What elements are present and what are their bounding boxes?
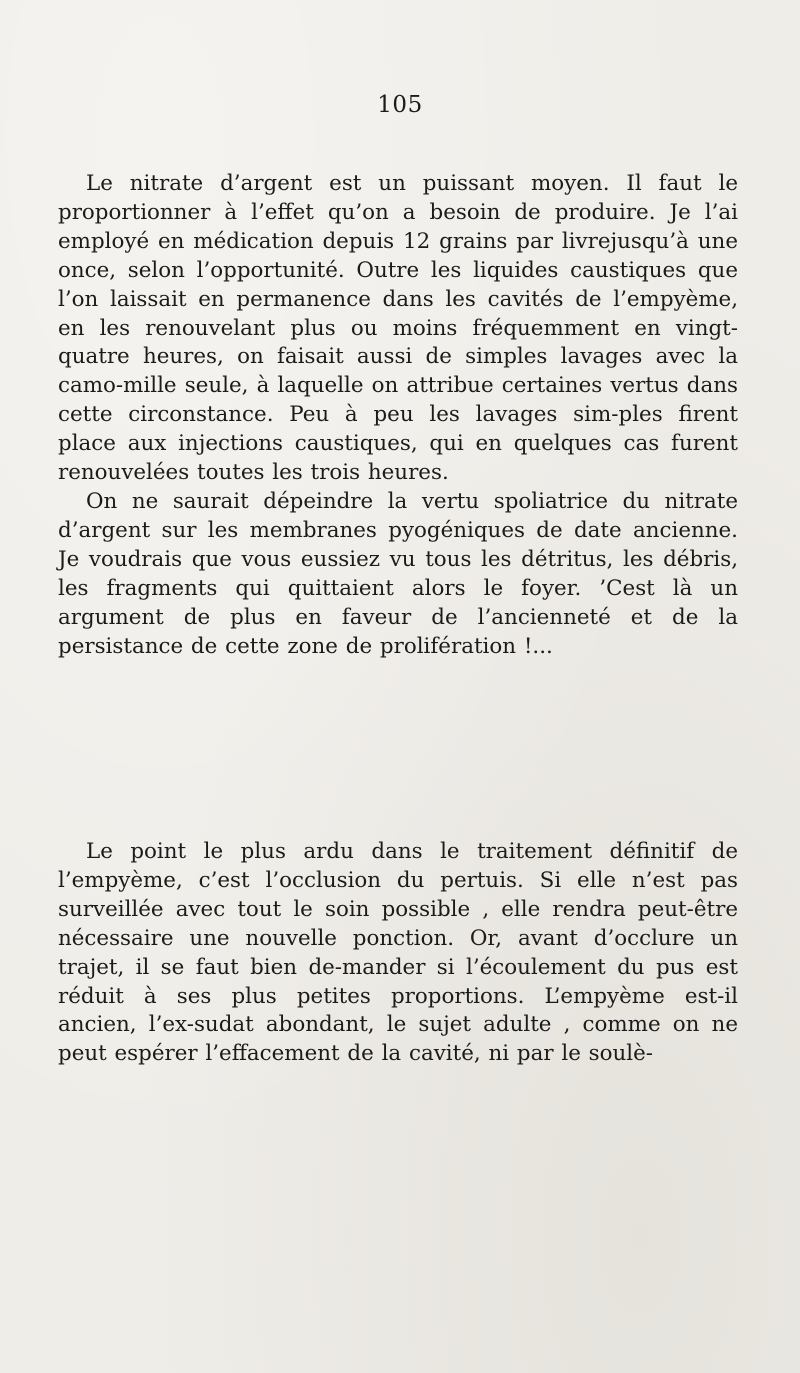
text-block-lower xyxy=(58,838,738,1069)
paragraph-occlusion: Le point le plus ardu dans le traitement définitif de l’empyème, c’est l’occlusion du pertuis. Si elle n’est pas surveillée avec tout le soin possible , elle rendra peut-être nécessaire une nouvelle ponction. Or, avant d’occlure un trajet, il se faut bien de-mander si l’écoulement du pus est réduit à ses plus petites proportions. L’empyème est-il ancien, l’ex-sudat abondant, le sujet adulte , comme on ne peut espérer l’effacement de la cavité, ni par le soulè- xyxy=(58,839,738,1067)
paragraph-nitrate-use: Le nitrate d’argent est un puissant moyen. Il faut le proportionner à l’effet qu’on a besoin de produire. Je l’ai employé en médication depuis 12 grains par livrejusqu’à une once, selon l’opportunité. Outre les liquides caustiques que l’on laissait en permanence dans les cavités de l’empyème, en les renouvelant plus ou moins fréquemment en vingt-quatre heures, on faisait aussi de simples lavages avec la camo-mille seule, à laquelle on attribue certaines vertus dans cette circonstance. Peu à peu les lavages sim-ples firent place aux injections caustiques, qui en quelques cas furent renouvelées toutes les trois heures. xyxy=(58,171,738,486)
paragraph-spoliatrice: On ne saurait dépeindre la vertu spoliatrice du nitrate d’argent sur les membranes pyogéniques de date ancienne. Je voudrais que vous eussiez vu tous les détritus, les débris, les fragments qui quittaient alors le foyer. ’Cest là un argument de plus en faveur de l’ancienneté et de la persistance de cette zone de prolifération !... xyxy=(58,488,738,659)
text-block-upper xyxy=(58,170,738,661)
page-number: 105 xyxy=(377,92,423,118)
